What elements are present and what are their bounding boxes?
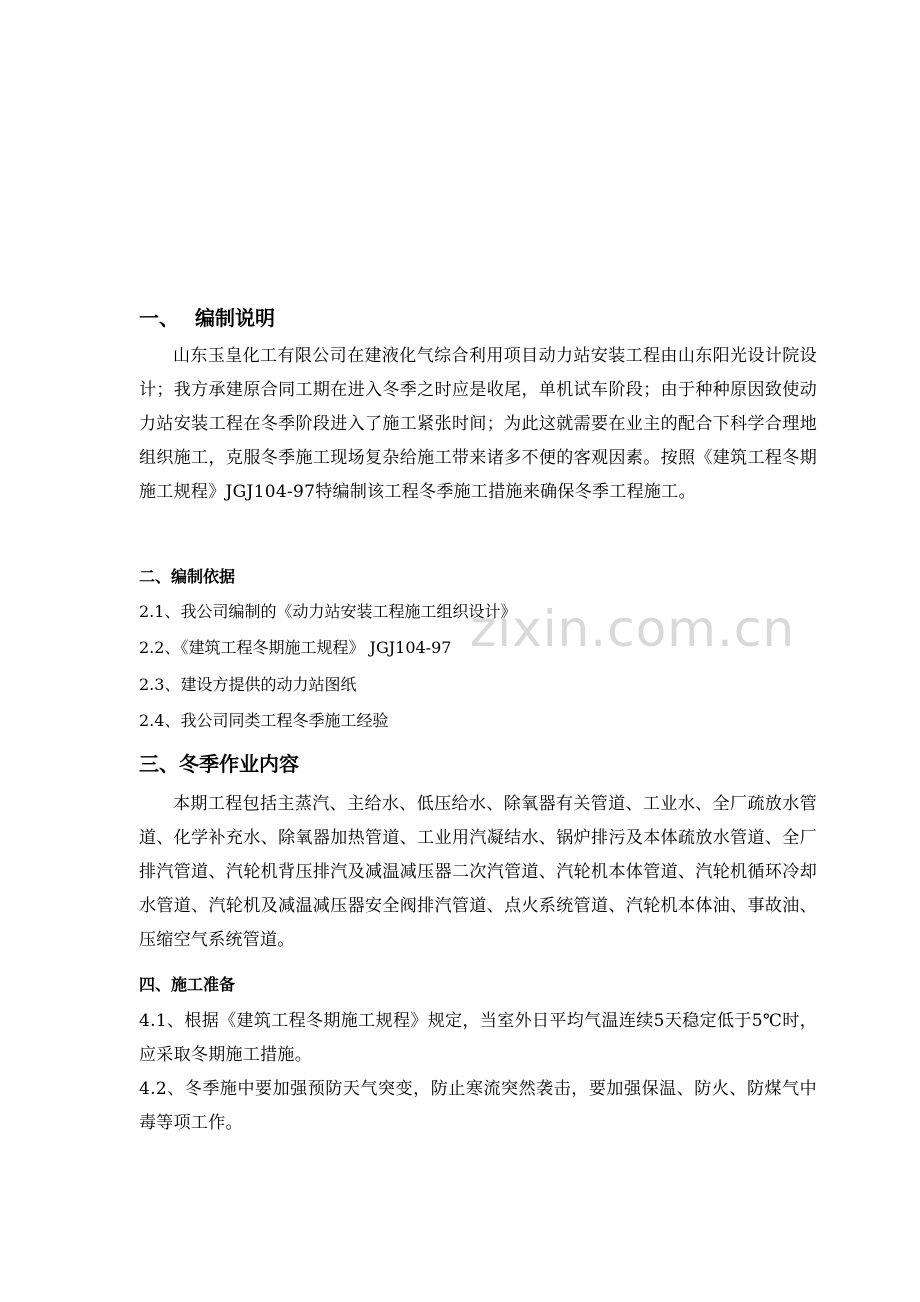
section-2-item-1: 2.1、我公司编制的《动力站安装工程施工组织设计》	[139, 602, 517, 621]
section-2-item-2: 2.2、《建筑工程冬期施工规程》 JGJ104-97	[139, 638, 452, 657]
section-2-heading: 二、编制依据	[139, 567, 236, 586]
section-1-paragraph: 山东玉皇化工有限公司在建液化气综合利用项目动力站安装工程由山东阳光设计院设计；我方承建原合同工期在进入冬季之时应是收尾，单机试车阶段；由于种种原因致使动力站安装工程在冬季阶段进入了施工紧张时间；为此这就需要在业主的配合下科学合理地组织施工，克服冬季施工现场复杂给施工带来诸多不便的客观因素。按照《建筑工程冬期施工规程》JGJ104-97特编制该工程冬季施工措施来确保冬季工程施工。	[139, 346, 817, 502]
section-2-item-3: 2.3、建设方提供的动力站图纸	[139, 675, 357, 694]
section-4-heading: 四、施工准备	[139, 975, 236, 994]
section-1-title: 编制说明	[195, 306, 275, 330]
watermark: zixin.com.cn	[470, 600, 796, 658]
section-4-item-1: 4.1、根据《建筑工程冬期施工规程》规定，当室外日平均气温连续5天稳定低于5℃时，应采取冬期施工措施。	[139, 1011, 817, 1065]
section-2-item-4: 2.4、我公司同类工程冬季施工经验	[139, 711, 389, 730]
section-4-item-2: 4.2、冬季施中要加强预防天气突变，防止寒流突然袭击，要加强保温、防火、防煤气中毒等项工作。	[139, 1079, 817, 1133]
section-3-paragraph: 本期工程包括主蒸汽、主给水、低压给水、除氧器有关管道、工业水、全厂疏放水管道、化学补充水、除氧器加热管道、工业用汽凝结水、锅炉排污及本体疏放水管道、全厂排汽管道、汽轮机背压排汽及减温减压器二次汽管道、汽轮机本体管道、汽轮机循环冷却水管道、汽轮机及减温减压器安全阀排汽管道、点火系统管道、汽轮机本体油、事故油、压缩空气系统管道。	[139, 794, 817, 950]
section-1-number: 一、	[139, 306, 179, 330]
section-3-heading: 三、冬季作业内容	[139, 752, 299, 776]
section-1-heading	[139, 302, 275, 331]
